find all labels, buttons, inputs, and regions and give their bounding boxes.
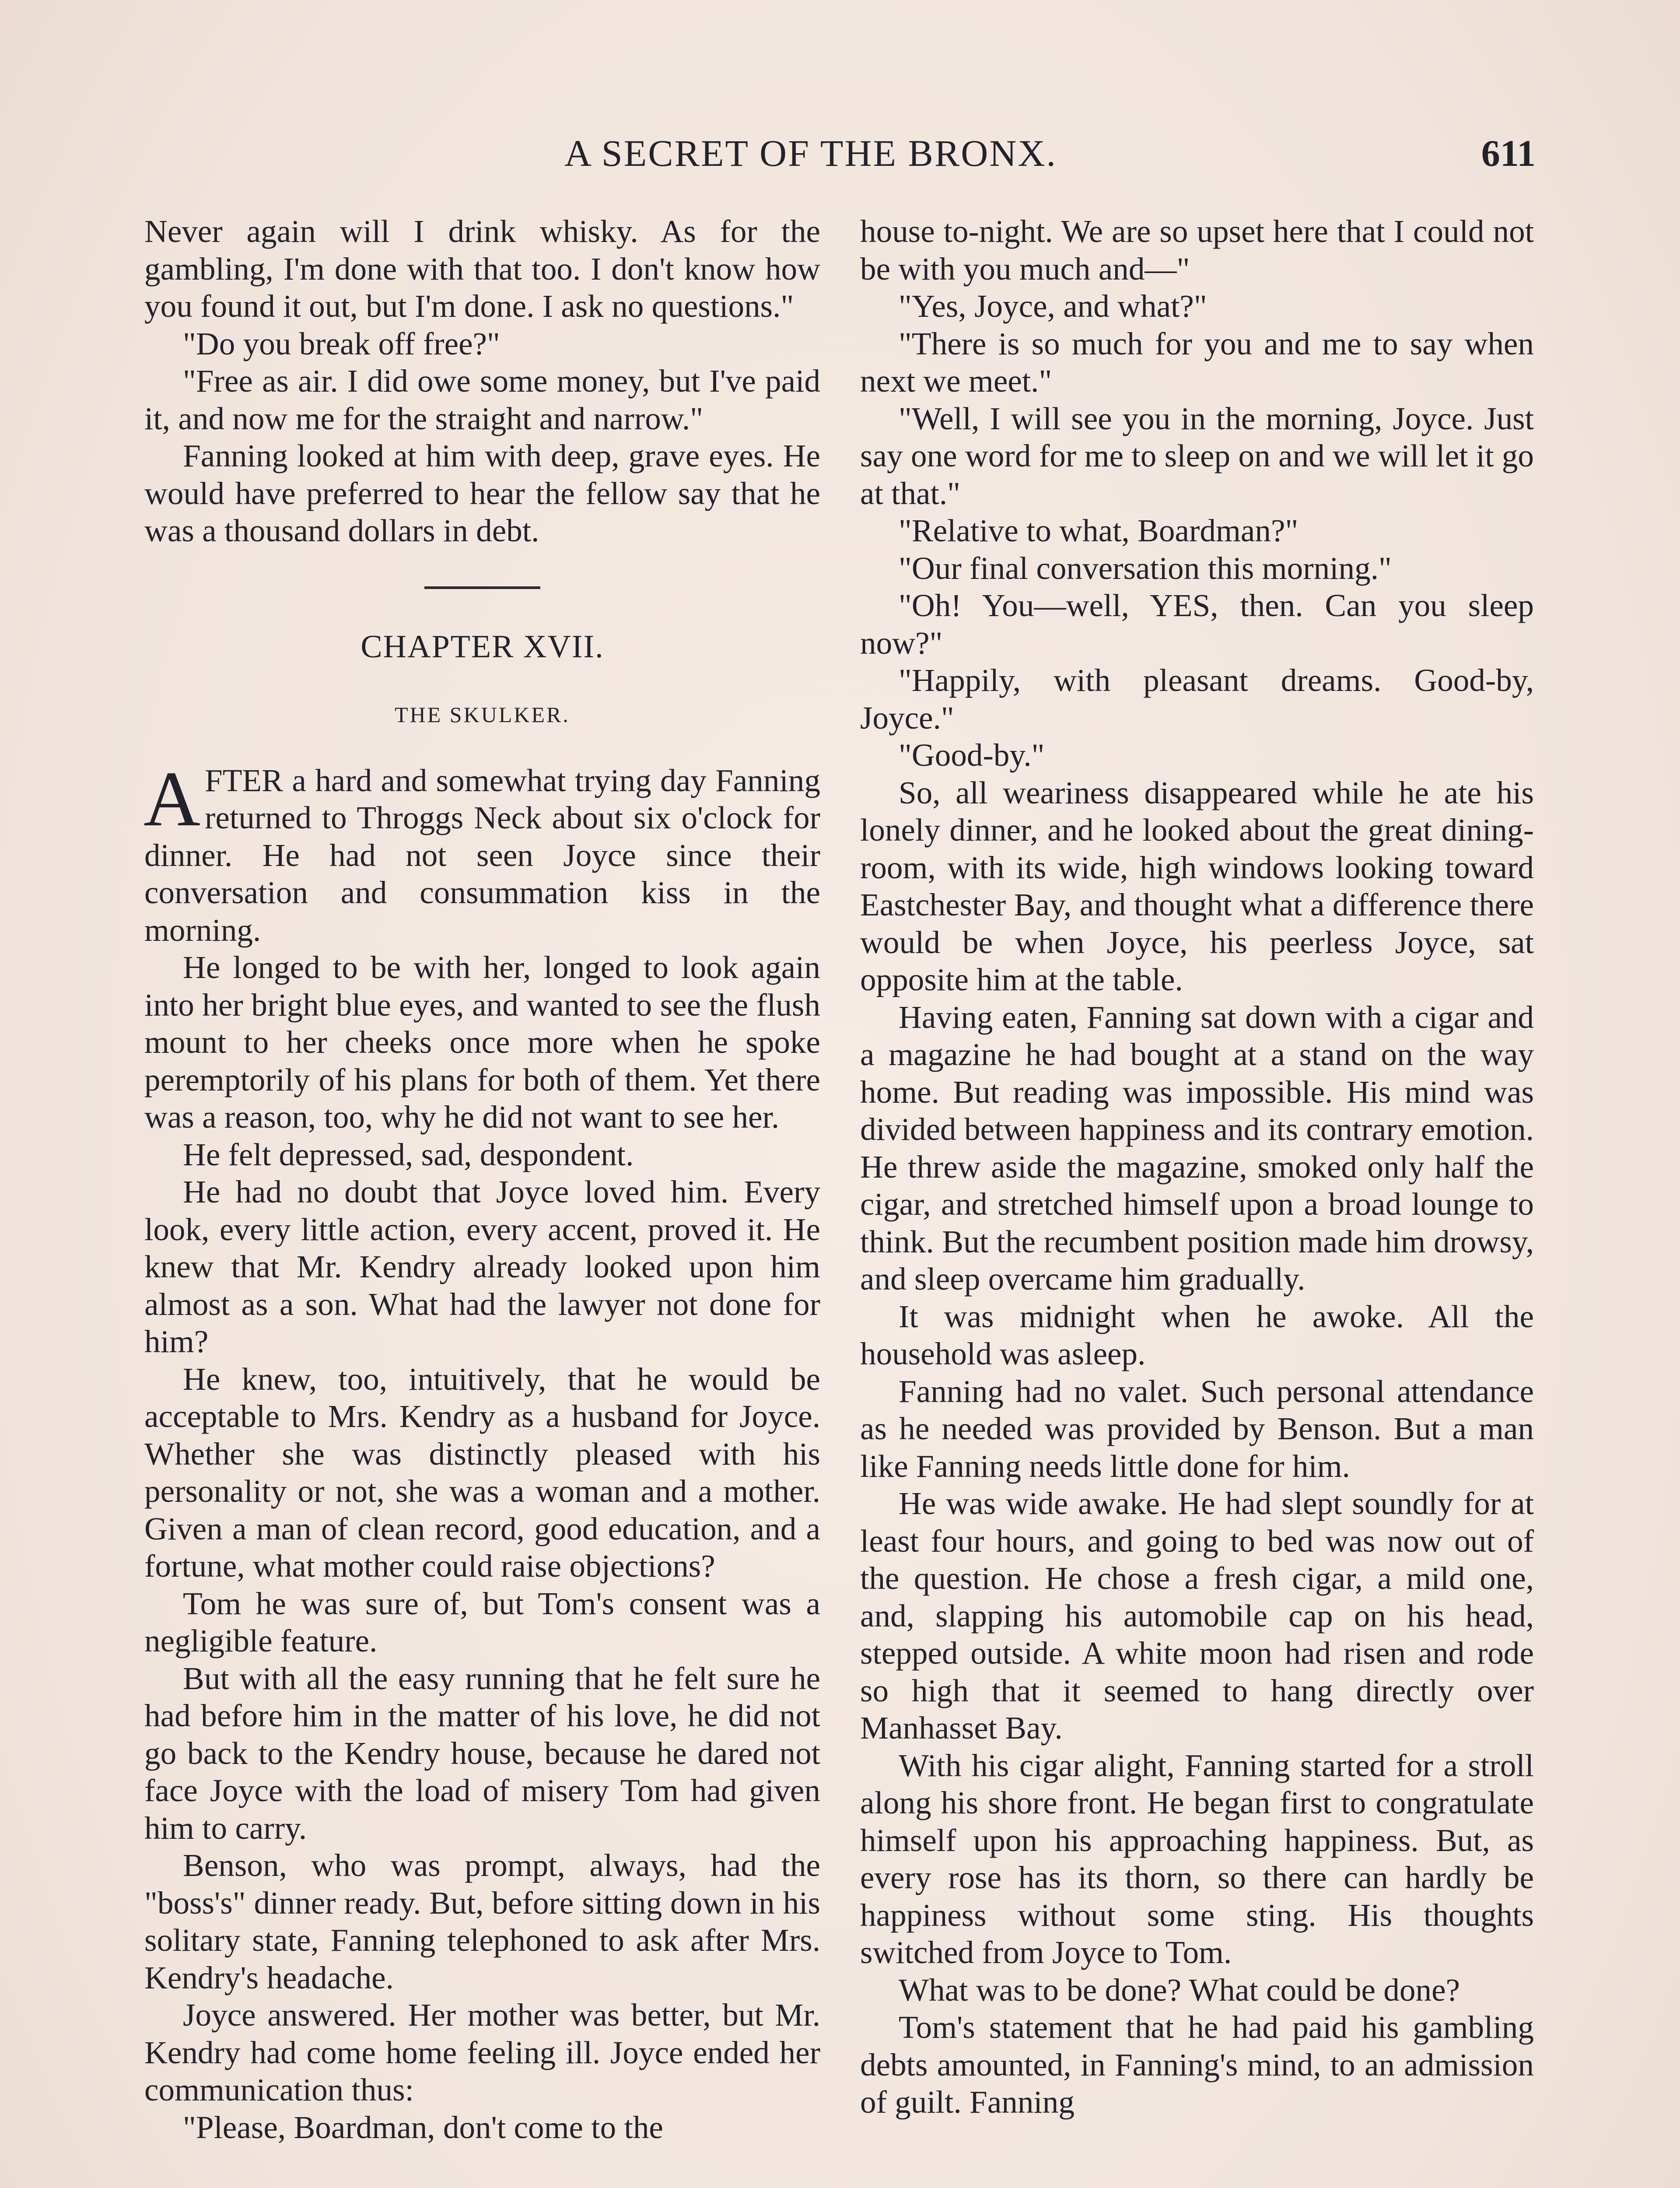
paragraph: "Yes, Joyce, and what?"	[899, 288, 1207, 324]
paragraph: He knew, too, intuitively, that he would be acceptable to Mrs. Kendry as a husband for Joyce. Whether she was distinctly pleased with his personality or not, she was a woman and a mother. Given a man of clean record, good education, and a fortune, what mother could raise objections?	[144, 1361, 820, 1584]
paragraph: He was wide awake. He had slept soundly for at least four hours, and going to bed was now out of the question. He chose a fresh cigar, a mild one, and, slapping his automobile cap on his head, stepped outside. A white moon had risen and rode so high that it seemed to hang directly over Manhasset Bay.	[860, 1486, 1534, 1746]
paragraph: With his cigar alight, Fanning started for a stroll along his shore front. He began first to congratulate himself upon his approaching happiness. But, as every rose has its thorn, so there can hardly be happiness without some sting. His thoughts switched from Joyce to Tom.	[860, 1747, 1534, 1970]
chapter-title: CHAPTER XVII.	[360, 628, 604, 665]
paragraph: "Do you break off free?"	[183, 326, 500, 361]
paragraph: "Happily, with pleasant dreams. Good-by, Joyce."	[860, 663, 1534, 736]
paragraph: Tom's statement that he had paid his gambling debts amounted, in Fanning's mind, to an admission of guilt. Fanning	[860, 2009, 1534, 2120]
paragraph: Joyce answered. Her mother was better, but Mr. Kendry had come home feeling ill. Joyce ended her communication thus:	[144, 1997, 820, 2107]
paragraph: "Please, Boardman, don't come to the	[183, 2109, 663, 2145]
paragraph: "Good-by."	[899, 737, 1045, 773]
left-column	[144, 213, 820, 2146]
section-divider	[424, 586, 540, 589]
running-title: A SECRET OF THE BRONX.	[564, 132, 1057, 174]
paragraph: "Free as air. I did owe some money, but I've paid it, and now me for the straight and narrow."	[144, 363, 820, 436]
paragraph: Having eaten, Fanning sat down with a cigar and a magazine he had bought at a stand on the way home. But reading was impossible. His mind was divided between happiness and its contrary emotion. He threw aside the magazine, smoked only half the cigar, and stretched himself upon a broad lounge to think. But the recumbent position made him drowsy, and sleep overcame him gradually.	[860, 999, 1534, 1297]
paragraph: Never again will I drink whisky. As for the gambling, I'm done with that too. I don't know how you found it out, but I'm done. I ask no questions."	[144, 214, 820, 324]
chapter-opening-paragraph	[144, 755, 820, 949]
paragraph: He had no doubt that Joyce loved him. Every look, every little action, every accent, proved it. He knew that Mr. Kendry already looked upon him almost as a son. What had the lawyer not done for him?	[144, 1174, 820, 1359]
paragraph: But with all the easy running that he felt sure he had before him in the matter of his love, he did not go back to the Kendry house, because he dared not face Joyce with the load of misery Tom had given him to carry.	[144, 1660, 820, 1846]
paragraph: "Oh! You—well, YES, then. Can you sleep now?"	[860, 588, 1534, 661]
paragraph: Fanning looked at him with deep, grave eyes. He would have preferred to hear the fellow say that he was a thousand dollars in debt.	[144, 438, 820, 548]
drop-cap: A	[144, 755, 200, 842]
paragraph: "Relative to what, Boardman?"	[899, 513, 1298, 548]
paragraph: house to-night. We are so upset here that I could not be with you much and—"	[860, 214, 1534, 287]
page-number: 611	[1481, 132, 1536, 174]
paragraph: "There is so much for you and me to say when next we meet."	[860, 326, 1534, 399]
opening-text: FTER a hard and somewhat trying day Fanning returned to Throggs Neck about six o'clock for dinner. He had not seen Joyce since their conversation and consummation kiss in the morning.	[144, 762, 820, 948]
paragraph: "Our final conversation this morning."	[899, 550, 1392, 586]
paragraph: Benson, who was prompt, always, had the "boss's" dinner ready. But, before sitting down in his solitary state, Fanning telephoned to ask after Mrs. Kendry's headache.	[144, 1848, 820, 1995]
right-column	[860, 213, 1534, 2121]
paragraph: It was midnight when he awoke. All the household was asleep.	[860, 1298, 1534, 1371]
paragraph: Tom he was sure of, but Tom's consent was a negligible feature.	[144, 1585, 820, 1659]
chapter-subtitle: THE SKULKER.	[395, 702, 570, 727]
paragraph: "Well, I will see you in the morning, Joyce. Just say one word for me to sleep on and we will let it go at that."	[860, 400, 1534, 511]
paragraph: He longed to be with her, longed to look again into her bright blue eyes, and wanted to see the flush mount to her cheeks once more when he spoke peremptorily of his plans for both of them. Yet there was a reason, too, why he did not want to see her.	[144, 950, 820, 1135]
paragraph: Fanning had no valet. Such personal attendance as he needed was provided by Benson. But a man like Fanning needs little done for him.	[860, 1373, 1534, 1484]
running-head	[0, 127, 1680, 188]
paragraph: What was to be done? What could be done?	[899, 1972, 1460, 2008]
paragraph: He felt depressed, sad, despondent.	[183, 1136, 634, 1172]
paragraph: So, all weariness disappeared while he ate his lonely dinner, and he looked about the great dining-room, with its wide, high windows looking toward Eastchester Bay, and thought what a difference there would be when Joyce, his peerless Joyce, sat opposite him at the table.	[860, 775, 1534, 997]
